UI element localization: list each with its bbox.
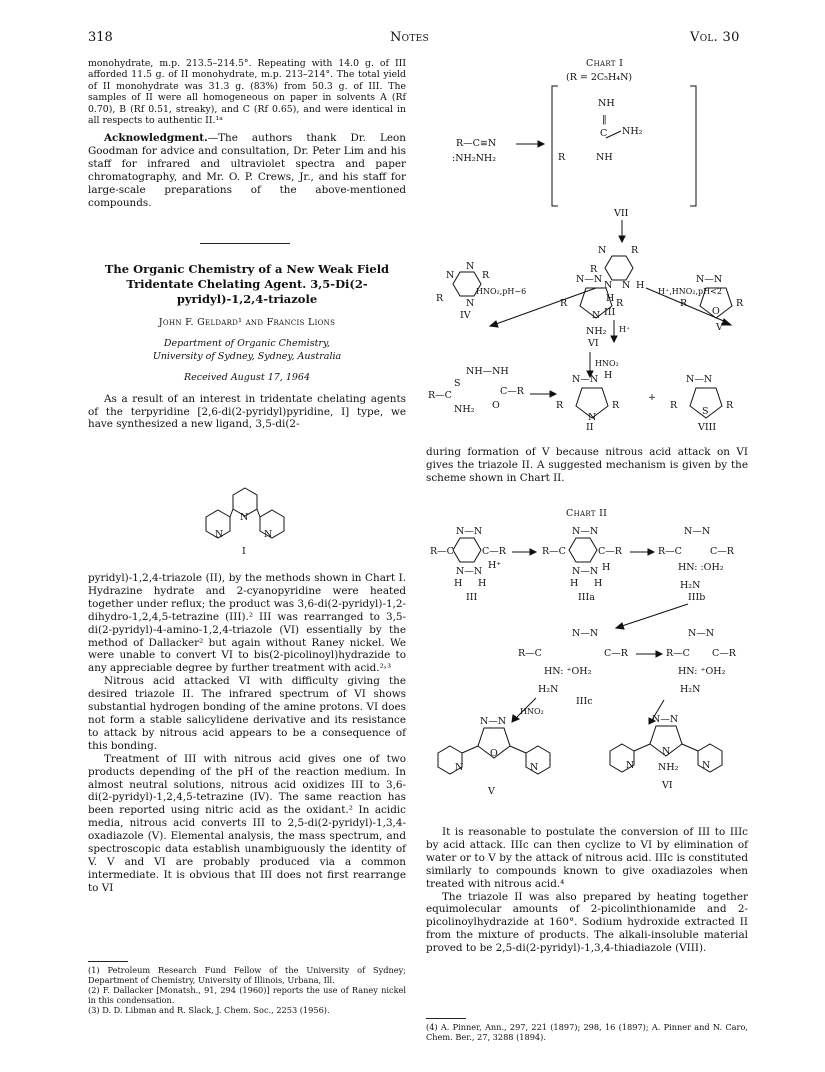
svg-text:HN: :OH₂: HN: :OH₂ bbox=[678, 562, 724, 573]
svg-text:H₂N: H₂N bbox=[538, 684, 559, 695]
section-divider bbox=[200, 243, 290, 244]
svg-text:NH₂: NH₂ bbox=[658, 762, 679, 773]
svg-text:H: H bbox=[478, 578, 487, 589]
svg-text:R: R bbox=[612, 400, 620, 411]
svg-text:R—C: R—C bbox=[428, 390, 452, 401]
svg-text:R: R bbox=[680, 298, 688, 309]
svg-text:O: O bbox=[712, 306, 720, 317]
chart2-IIIc: IIIc bbox=[576, 696, 593, 707]
svg-text:N: N bbox=[626, 760, 635, 771]
svg-text:+: + bbox=[648, 392, 656, 403]
chart2-reagent: HNO₂ bbox=[520, 707, 544, 716]
right-footnote bbox=[426, 1022, 748, 1042]
right-p3: The triazole II was also prepared by heating together equimolecular amounts of 2-picolinthionamide and 2-picolinoylhydrazide at 160°. Sodium hydroxide extracted II from the mixture of products. The alkali-insoluble material proved to be 2,5-di(2-pyridyl)-1,3,4-thiadiazole (VIII). bbox=[426, 890, 748, 955]
svg-text:N: N bbox=[455, 762, 464, 773]
svg-text:R: R bbox=[670, 400, 678, 411]
svg-text:N: N bbox=[592, 310, 601, 321]
svg-text:N: N bbox=[215, 529, 224, 540]
svg-text:NH: NH bbox=[598, 98, 615, 109]
chart2-VI: VI bbox=[662, 780, 673, 791]
svg-text:N: N bbox=[466, 298, 475, 309]
svg-text:C—R: C—R bbox=[712, 648, 736, 659]
svg-text:C—R: C—R bbox=[500, 386, 524, 397]
svg-text:HN: ⁺OH₂: HN: ⁺OH₂ bbox=[544, 666, 592, 677]
svg-text:N: N bbox=[530, 762, 539, 773]
svg-text:R: R bbox=[631, 245, 639, 256]
body-paragraph-3: Nitrous acid attacked VI with difficulty giving the desired triazole II. The infrared spectrum of VI shows substantial hydrogen bonding of the amine protons. VI does not form a stable salicylidene derivative and its resistance to attack by nitrous acid appears to be a consequence of this bonding. bbox=[88, 675, 406, 752]
footnote-3: (3) D. D. Libman and R. Slack, J. Chem. Soc., 2253 (1956). bbox=[88, 1005, 330, 1015]
svg-text:R—C: R—C bbox=[658, 546, 682, 557]
svg-text:R: R bbox=[560, 298, 568, 309]
chart-2-scheme bbox=[426, 508, 756, 816]
svg-text:N: N bbox=[662, 746, 671, 757]
reagent-left: HNO₂,pH~6 bbox=[476, 287, 527, 296]
svg-text:N: N bbox=[702, 760, 711, 771]
footnote-4: (4) A. Pinner, Ann., 297, 221 (1897); 298, 16 (1897); A. Pinner and N. Caro, Chem. Ber., 27, 3288 (1894). bbox=[426, 1022, 748, 1042]
svg-text:C—R: C—R bbox=[604, 648, 628, 659]
article-title: The Organic Chemistry of a New Weak Field Tridentate Chelating Agent. 3,5-Di(2-pyridyl)-1,2,4-triazole bbox=[104, 262, 390, 306]
svg-text:R: R bbox=[736, 298, 744, 309]
label-III: III bbox=[604, 307, 616, 318]
svg-text:H: H bbox=[606, 293, 615, 304]
authors: John F. Geldard¹ and Francis Lions bbox=[158, 317, 336, 328]
svg-text:NH₂: NH₂ bbox=[622, 126, 643, 137]
svg-text:R—C: R—C bbox=[542, 546, 566, 557]
svg-text:N—N: N—N bbox=[572, 628, 599, 639]
svg-text:‖: ‖ bbox=[602, 114, 607, 125]
footnote-rule-right bbox=[426, 1018, 466, 1019]
acknowledgment bbox=[88, 132, 406, 209]
right-p1: during formation of V because nitrous acid attack on VI gives the triazole II. A suggested mechanism is given by the scheme shown in Chart II. bbox=[426, 446, 748, 484]
top-paragraph: monohydrate, m.p. 213.5–214.5°. Repeating with 14.0 g. of III afforded 11.5 g. of II monohydrate, m.p. 213–214°. The total yield of II monohydrate was 31.3 g. (83%) from 50.3 g. of III. The samples of II were all homogeneous on paper in solvents A (Rf 0.70), B (Rf 0.51, streaky), and C (Rf 0.65), and were identical in all respects to authentic II.¹ᵃ bbox=[88, 58, 406, 127]
svg-text:N—N: N—N bbox=[696, 274, 723, 285]
svg-text:N—N: N—N bbox=[684, 526, 711, 537]
svg-text:S: S bbox=[454, 378, 461, 389]
body-paragraph-4: Treatment of III with nitrous acid gives one of two products depending of the pH of the reaction medium. In almost neutral solutions, nitrous acid oxidizes III to 3,6-di(2-pyridyl)-1,2,4,5-tetrazine (IV). The same reaction has been reported using nitric acid as the oxidant.² In acidic media, nitrous acid converts III to 2,5-di(2-pyridyl)-1,3,4-oxadiazole (V). Elemental analysis, the mass spectrum, and spectroscopic data establish unambiguously the identity of V. V and VI are probably produced via a common intermediate. It is obvious that III does not first rearrange to VI bbox=[88, 752, 406, 894]
svg-text:N—N: N—N bbox=[686, 374, 713, 385]
right-p2: It is reasonable to postulate the conversion of III to IIIc by acid attack. IIIc can then cyclize to VI by elimination of water or to V by the attack of nitrous acid. IIIc is constituted similarly to compounds known to give oxadiazoles when treated with nitrous acid.⁴ bbox=[426, 826, 748, 890]
chart-1-title: Chart I bbox=[586, 58, 624, 69]
svg-text:N—N: N—N bbox=[456, 526, 483, 537]
label-V: V bbox=[716, 322, 723, 333]
right-body bbox=[426, 826, 748, 955]
page-number: 318 bbox=[88, 30, 113, 45]
svg-text:N: N bbox=[446, 270, 455, 281]
reagent-right: H⁺,HNO₂,pH<2 bbox=[658, 287, 722, 296]
svg-text:R—C≡N: R—C≡N bbox=[456, 138, 497, 149]
svg-text:N: N bbox=[240, 512, 249, 523]
label-VIII: VIII bbox=[698, 422, 717, 433]
ack-text: —The authors thank Dr. Leon Goodman for advice and consultation, Dr. Peter Lim and his staff for infrared and ultraviolet spectra and paper chromatography, and Mr. O. P. Crews, Jr., and his staff for large-scale preparations of the above-mentioned compounds. bbox=[88, 132, 406, 209]
left-body bbox=[88, 572, 406, 895]
label-II: II bbox=[586, 422, 594, 433]
label-VII: VII bbox=[614, 208, 629, 219]
chart-1-r-definition: (R = 2C₅H₄N) bbox=[566, 72, 633, 83]
svg-text::NH₂NH₂: :NH₂NH₂ bbox=[452, 153, 497, 164]
svg-text:R: R bbox=[482, 270, 490, 281]
svg-text:N—N: N—N bbox=[688, 628, 715, 639]
svg-text:C—R: C—R bbox=[598, 546, 622, 557]
left-column bbox=[88, 58, 406, 210]
svg-text:N—N: N—N bbox=[480, 716, 507, 727]
svg-text:N: N bbox=[622, 280, 631, 291]
chart2-V: V bbox=[488, 786, 495, 797]
svg-text:R—C: R—C bbox=[430, 546, 454, 557]
intro-paragraph: As a result of an interest in tridentate chelating agents of the terpyridine [2,6-di(2-pyridyl)pyridine, I] type, we have synthesized a new ligand, 3,5-di(2- bbox=[88, 392, 406, 431]
chart-2-title: Chart II bbox=[566, 508, 608, 519]
chart-1-scheme bbox=[426, 56, 756, 436]
svg-text:N: N bbox=[598, 245, 607, 256]
label-IV: IV bbox=[460, 310, 471, 321]
chart2-III: III bbox=[466, 592, 478, 603]
svg-text:C: C bbox=[600, 128, 608, 139]
svg-text:R: R bbox=[556, 400, 564, 411]
svg-text:R: R bbox=[726, 400, 734, 411]
svg-text:H: H bbox=[604, 370, 613, 381]
svg-text:R—C: R—C bbox=[518, 648, 542, 659]
svg-text:R: R bbox=[558, 152, 566, 163]
chart2-IIIa: IIIa bbox=[578, 592, 595, 603]
svg-text:NH: NH bbox=[596, 152, 613, 163]
affiliation-univ: University of Sydney, Sydney, Australia bbox=[152, 350, 342, 362]
svg-text:N: N bbox=[466, 261, 475, 272]
svg-text:N—N: N—N bbox=[572, 526, 599, 537]
svg-text:N: N bbox=[264, 529, 273, 540]
svg-text:H₂N: H₂N bbox=[680, 580, 701, 591]
footnote-1: (1) Petroleum Research Fund Fellow of the University of Sydney; Department of Chemistry, University of Illinois, Urbana, Ill. bbox=[88, 965, 406, 985]
svg-text:H: H bbox=[570, 578, 579, 589]
chart2-IIIb: IIIb bbox=[688, 592, 706, 603]
svg-text:H⁺: H⁺ bbox=[488, 560, 502, 571]
received-date: Received August 17, 1964 bbox=[183, 371, 311, 383]
svg-text:H: H bbox=[454, 578, 463, 589]
label-VI: VI bbox=[588, 338, 599, 349]
right-paragraph-1 bbox=[426, 446, 748, 485]
footnote-2: (2) F. Dallacker [Monatsh., 91, 294 (1960)] reports the use of Raney nickel in this condensation. bbox=[88, 985, 406, 1005]
svg-text:N—N: N—N bbox=[652, 714, 679, 725]
svg-text:R: R bbox=[590, 264, 598, 275]
svg-text:NH₂: NH₂ bbox=[454, 404, 475, 415]
svg-text:N: N bbox=[588, 412, 597, 423]
article-header bbox=[88, 262, 406, 431]
left-footnotes bbox=[88, 965, 406, 1015]
ack-label: Acknowledgment. bbox=[104, 132, 208, 145]
footnote-rule bbox=[88, 961, 128, 962]
reagent-lower: HNO₂ bbox=[595, 359, 619, 368]
affiliation-dept: Department of Organic Chemistry, bbox=[163, 337, 331, 349]
body-paragraph-2: pyridyl)-1,2,4-triazole (II), by the methods shown in Chart I. Hydrazine hydrate and 2-cyanopyridine were heated together under reflux; the product was 3,6-di(2-pyridyl)-1,2-dihydro-1,2,4,5-tetrazine (III).² III was rearranged to 3,5-di(2-pyridyl)-4-amino-1,2,4-triazole (VI) essentially by the method of Dallacker² but again without Raney nickel. We were unable to convert VI to bis(2-picolinoyl)hydrazide to any appreciable degree by further treatment with acid.²˒³ bbox=[88, 572, 406, 675]
svg-text:N—N: N—N bbox=[572, 374, 599, 385]
svg-text:N: N bbox=[604, 280, 613, 291]
svg-text:N—N: N—N bbox=[572, 566, 599, 577]
svg-text:S: S bbox=[702, 406, 709, 417]
reagent-mid: H⁺ bbox=[619, 325, 631, 334]
running-head: Notes bbox=[390, 30, 429, 45]
svg-text:C—R: C—R bbox=[482, 546, 506, 557]
svg-text:O: O bbox=[490, 748, 498, 759]
svg-text:N—N: N—N bbox=[456, 566, 483, 577]
svg-text:N—N: N—N bbox=[576, 274, 603, 285]
svg-text:H: H bbox=[602, 562, 611, 573]
svg-text:NH₂: NH₂ bbox=[586, 326, 607, 337]
volume-label: Vol. 30 bbox=[690, 30, 740, 45]
svg-text:H₂N: H₂N bbox=[680, 684, 701, 695]
svg-text:NH—NH: NH—NH bbox=[466, 366, 509, 377]
svg-text:HN: ⁺OH₂: HN: ⁺OH₂ bbox=[678, 666, 726, 677]
svg-text:O: O bbox=[492, 400, 500, 411]
svg-text:R—C: R—C bbox=[666, 648, 690, 659]
label-I: I bbox=[242, 546, 246, 557]
structure-terpyridine bbox=[190, 480, 300, 560]
svg-text:H: H bbox=[636, 280, 645, 291]
svg-text:C—R: C—R bbox=[710, 546, 734, 557]
svg-text:R: R bbox=[616, 298, 624, 309]
svg-text:H: H bbox=[594, 578, 603, 589]
svg-text:R: R bbox=[436, 293, 444, 304]
